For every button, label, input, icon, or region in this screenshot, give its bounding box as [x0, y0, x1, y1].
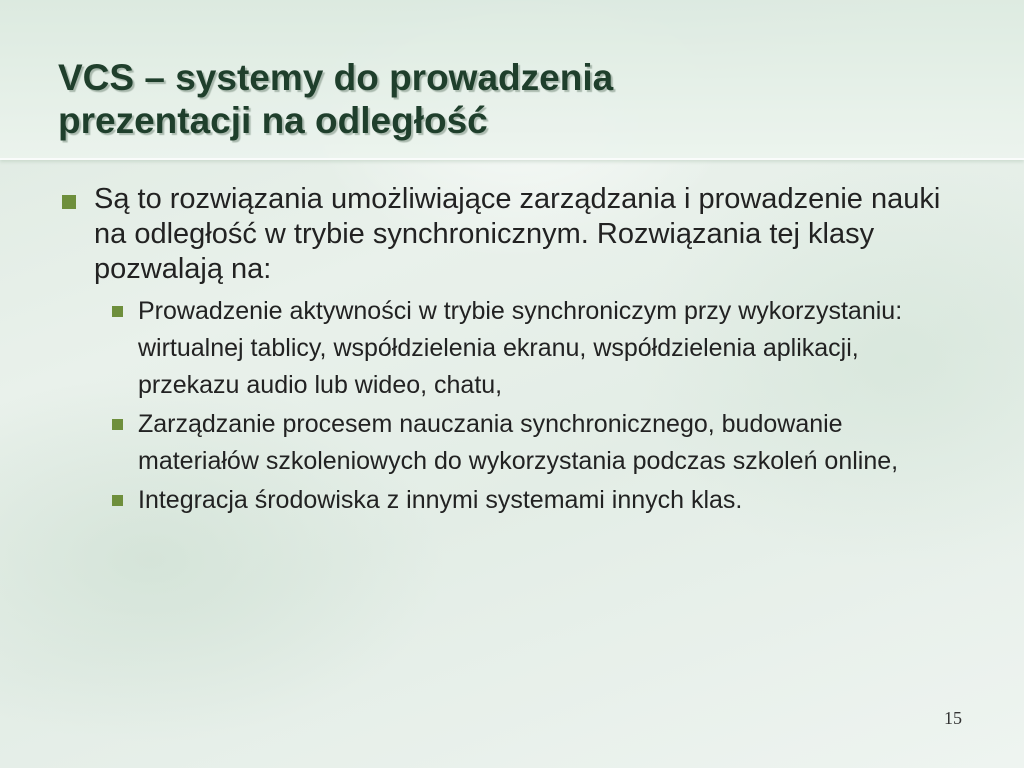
square-bullet-icon — [112, 495, 123, 506]
square-bullet-icon — [62, 195, 76, 209]
square-bullet-icon — [112, 419, 123, 430]
main-bullet-text: Są to rozwiązania umożliwiające zarządzania i prowadzenie nauki na odległość w trybie synchronicznym. Rozwiązania tej klasy pozwalają na: — [94, 183, 941, 285]
slide-title-line-2: prezentacji na odległość — [58, 100, 488, 141]
slide-title-line-1: VCS – systemy do prowadzenia — [58, 57, 614, 98]
sub-bullet-list — [56, 293, 956, 519]
sub-bullet-item — [56, 406, 958, 480]
slide-title — [58, 56, 958, 142]
sub-bullet-item — [56, 482, 958, 519]
sub-bullet-text: Prowadzenie aktywności w trybie synchroniczym przy wykorzystaniu: wirtualnej tablicy, współdzielenia ekranu, współdzielenia aplikacji, przekazu audio lub wideo, chatu, — [138, 297, 903, 399]
main-bullet-item — [56, 182, 956, 287]
sub-bullet-text: Integracja środowiska z innymi systemami innych klas. — [138, 486, 743, 514]
sub-bullet-item — [56, 293, 958, 404]
slide-content — [56, 182, 956, 521]
sub-bullet-text: Zarządzanie procesem nauczania synchronicznego, budowanie materiałów szkoleniowych do wykorzystania podczas szkoleń online, — [138, 410, 899, 475]
square-bullet-icon — [112, 306, 123, 317]
page-number: 15 — [944, 708, 962, 728]
